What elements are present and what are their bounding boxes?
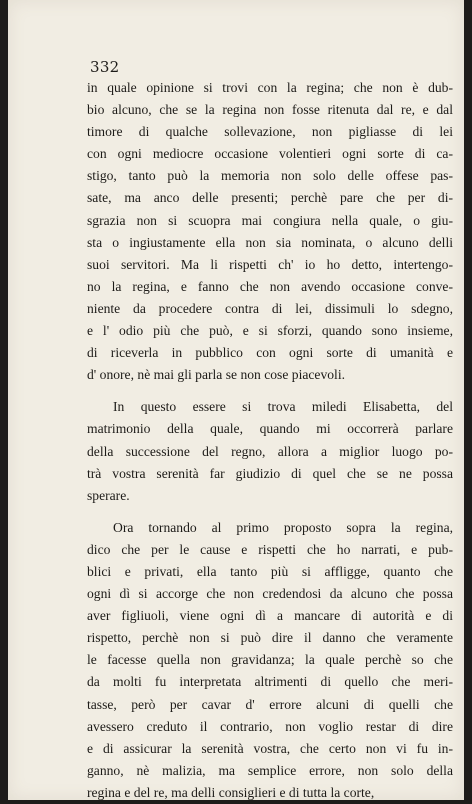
text-line: della successione del regno, allora a miglior luogo po- xyxy=(87,443,453,459)
text-line: in quale opinione si trovi con la regina; che non è dub- xyxy=(87,80,453,95)
text-line: tasse, però per cavar d' errore alcuni di quelli che xyxy=(87,696,453,712)
text-line: dico che per le cause e rispetti che ho narrati, e pub- xyxy=(87,541,453,557)
text-line: timore di qualche sollevazione, non pigliasse di lei xyxy=(87,124,453,140)
text-line: ganno, nè malizia, ma semplice errore, non solo della xyxy=(87,762,453,778)
paragraph-gap xyxy=(87,386,453,396)
text-line: sate, ma anco delle presenti; perchè pare che per di- xyxy=(87,190,453,206)
text-line: trà vostra serenità far giudizio di quel che se ne possa xyxy=(87,465,453,481)
text-line: blici e privati, ella tanto più si affligge, quanto che xyxy=(87,563,453,579)
text-line: rispetto, perchè non si può dire il danno che veramente xyxy=(87,630,453,646)
book-page xyxy=(8,0,464,800)
text-line: e l' odio più che può, e si sforzi, quando sono insieme, xyxy=(87,323,453,339)
text-line: sperare. xyxy=(87,487,130,503)
paragraph xyxy=(87,517,453,804)
text-line: Ora tornando al primo proposto sopra la regina, xyxy=(113,519,453,535)
text-line: sta o ingiustamente ella non sia nominata, o alcuno delli xyxy=(87,234,453,250)
text-line: In questo essere si trova miledi Elisabetta, del xyxy=(113,399,453,415)
body-text xyxy=(87,77,453,804)
text-line: avessero creduto il contrario, non voglio restar di dire xyxy=(87,718,453,734)
paragraph-gap xyxy=(87,507,453,517)
text-line: suoi servitori. Ma li rispetti ch' io ho detto, intertengo- xyxy=(87,256,453,272)
text-line: di riceverla in pubblico con ogni sorte di umanità e xyxy=(87,345,453,361)
text-line: regina e del re, ma delli consiglieri e di tutta la corte, xyxy=(87,784,375,800)
text-line: no la regina, e fanno che non avendo occasione conve- xyxy=(87,278,453,294)
text-line: d' onore, nè mai gli parla se non cose piacevoli. xyxy=(87,367,346,383)
text-line: matrimonio della quale, quando mi occorrerà parlare xyxy=(87,421,453,437)
paragraph xyxy=(87,77,453,386)
text-line: ogni dì si accorge che non credendosi da alcuno che possa xyxy=(87,586,453,602)
text-line: stigo, tanto può la memoria non solo delle offese pas- xyxy=(87,168,453,184)
text-line: sgrazia non si scuopra mai congiura nella quale, o giu- xyxy=(87,212,453,228)
text-line: con ogni mediocre occasione volentieri ogni sorte di ca- xyxy=(87,146,453,162)
text-line: aver figliuoli, viene ogni dì a mancare di autorità e di xyxy=(87,608,453,624)
text-line: niente da procedere contra di lei, dissimuli lo sdegno, xyxy=(87,300,453,316)
text-line: da molti fu interpretata altrimenti di quello che meri- xyxy=(87,674,453,690)
page-number: 332 xyxy=(90,58,120,76)
text-line: e di assicurar la serenità vostra, che certo non vi fu in- xyxy=(87,740,453,756)
paragraph xyxy=(87,396,453,506)
text-line: le facesse quella non gravidanza; la quale perchè so che xyxy=(87,652,453,668)
text-line: bio alcuno, che se la regina non fosse ritenuta dal re, e dal xyxy=(87,102,453,118)
